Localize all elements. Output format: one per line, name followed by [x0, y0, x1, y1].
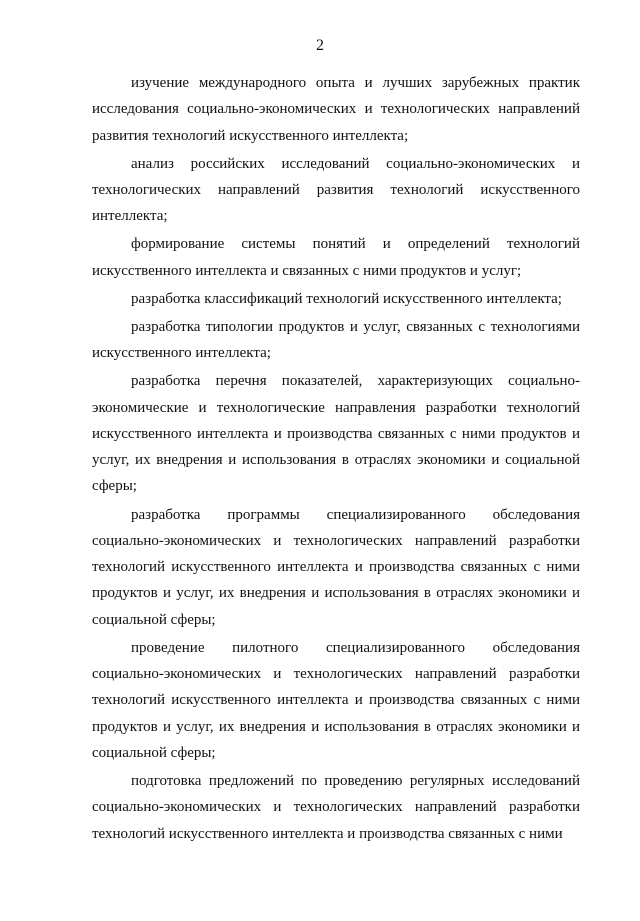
paragraph-pilot-survey: проведение пилотного специализированного обследования социально-экономических и технологических направлений разработки технологий искусственного интеллекта и производства связанных с ними продуктов и услуг, их внедрения и использования в отраслях экономики и социальной сферы; — [92, 639, 580, 761]
paragraph-survey-program: разработка программы специализированного обследования социально-экономических и технологических направлений разработки технологий искусственного интеллекта и производства связанных с ними продуктов и услуг, их внедрения и использования в отраслях экономики и социальной сферы; — [92, 506, 580, 628]
paragraph-classification: разработка классификаций технологий искусственного интеллекта; — [131, 290, 562, 307]
document-body — [92, 70, 580, 849]
paragraph-typology: разработка типологии продуктов и услуг, связанных с технологиями искусственного интеллекта; — [92, 318, 580, 362]
page-number: 2 — [316, 37, 324, 54]
paragraph-regular-research-proposals: подготовка предложений по проведению регулярных исследований социально-экономических и технологических направлений разработки технологий искусственного интеллекта и производства связанных с ними — [92, 773, 580, 842]
paragraph-indicators-list: разработка перечня показателей, характеризующих социально-экономические и технологические направления разработки технологий искусственного интеллекта и производства связанных с ними продуктов и услуг, их внедрения и использования в отраслях экономики и социальной сферы; — [92, 373, 580, 495]
paragraph-concepts-definitions: формирование системы понятий и определений технологий искусственного интеллекта и связанных с ними продуктов и услуг; — [92, 236, 580, 279]
paragraph-international-experience: изучение международного опыта и лучших зарубежных практик исследования социально-экономических и технологических направлений развития технологий искусственного интеллекта; — [92, 75, 580, 144]
paragraph-russian-research-analysis: анализ российских исследований социально-экономических и технологических направлений развития технологий искусственного интеллекта; — [92, 155, 580, 225]
